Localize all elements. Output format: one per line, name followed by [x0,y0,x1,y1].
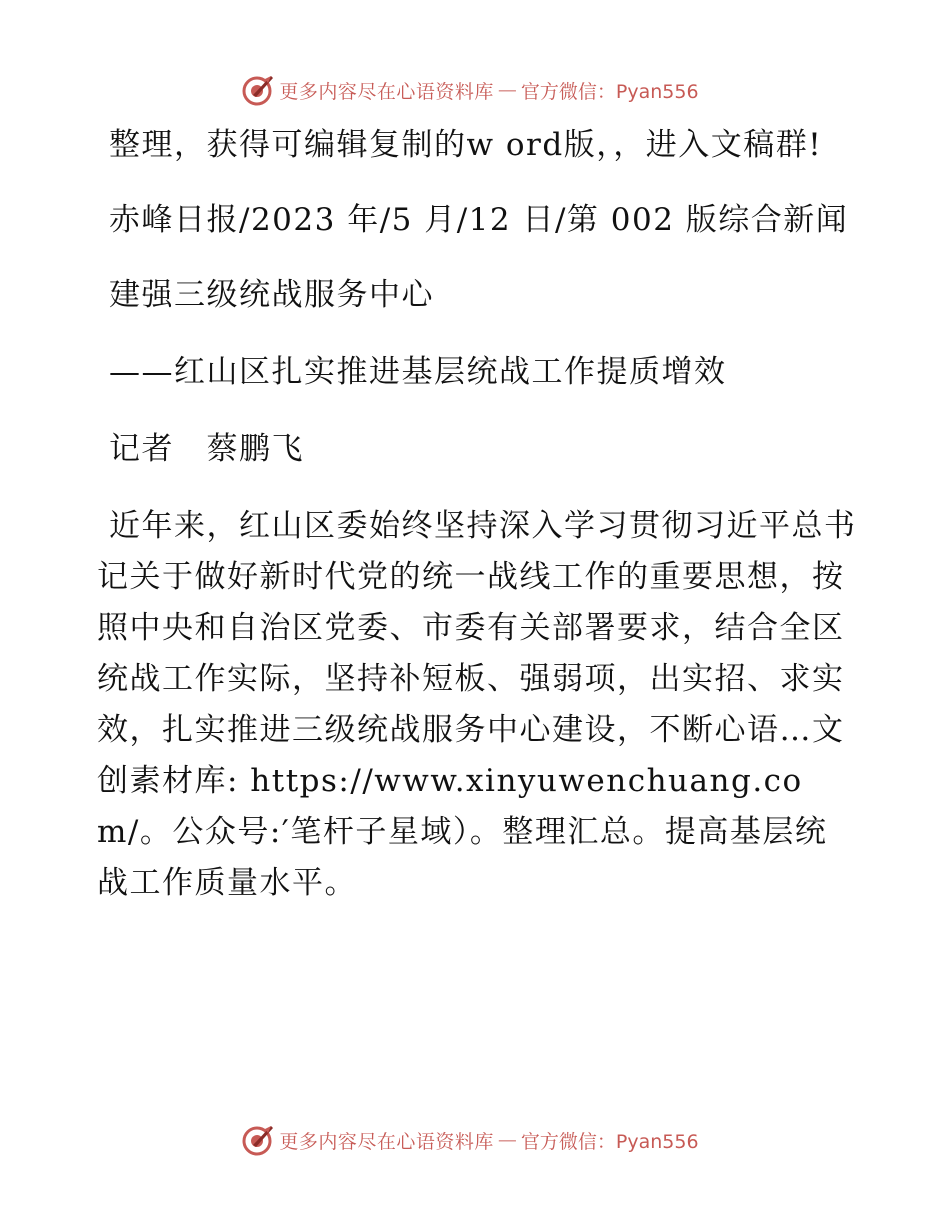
quill-logo-icon [241,73,275,107]
article-subtitle: ——红山区扎实推进基层统战工作提质增效 [109,354,727,390]
banner-promo-text: 更多内容尽在心语资料库 [279,1130,494,1153]
article-body: 近年来，红山区委始终坚持深入学习贯彻习近平总书记关于做好新时代党的统一战线工作的重要思想，按照中央和自治区党委、市委有关部署要求，结合全区统战工作实际，坚持补短板、强弱项，出实招、求实效，扎实推进三级统战服务中心建设，不断心语…文创素材库: https://www.xinyuwenchuang.com/。公众号:′笔杆子星域）。整理汇总。提高基层统战工作质量水平。 [97,508,857,901]
quill-logo-icon [241,1123,275,1157]
footer-banner [0,1120,950,1160]
banner-wechat-id: 官方微信：Pyan556 [520,80,699,103]
document-content [97,120,857,909]
banner-promo-text: 更多内容尽在心语资料库 [279,80,494,103]
header-banner-inner [241,73,698,107]
banner-wechat-id: 官方微信：Pyan556 [520,1130,699,1153]
banner-separator: — [497,79,517,101]
banner-separator: — [497,1129,517,1151]
footer-banner-inner [241,1123,698,1157]
article-title: 建强三级统战服务中心 [109,277,434,313]
intro-paragraph: 整理，获得可编辑复制的w ord版，，进入文稿群! [109,127,823,163]
source-line: 赤峰日报/2023 年/5 月/12 日/第 002 版综合新闻 [109,202,849,238]
article-byline: 记者 蔡鹏飞 [109,431,304,467]
header-banner [0,70,950,110]
